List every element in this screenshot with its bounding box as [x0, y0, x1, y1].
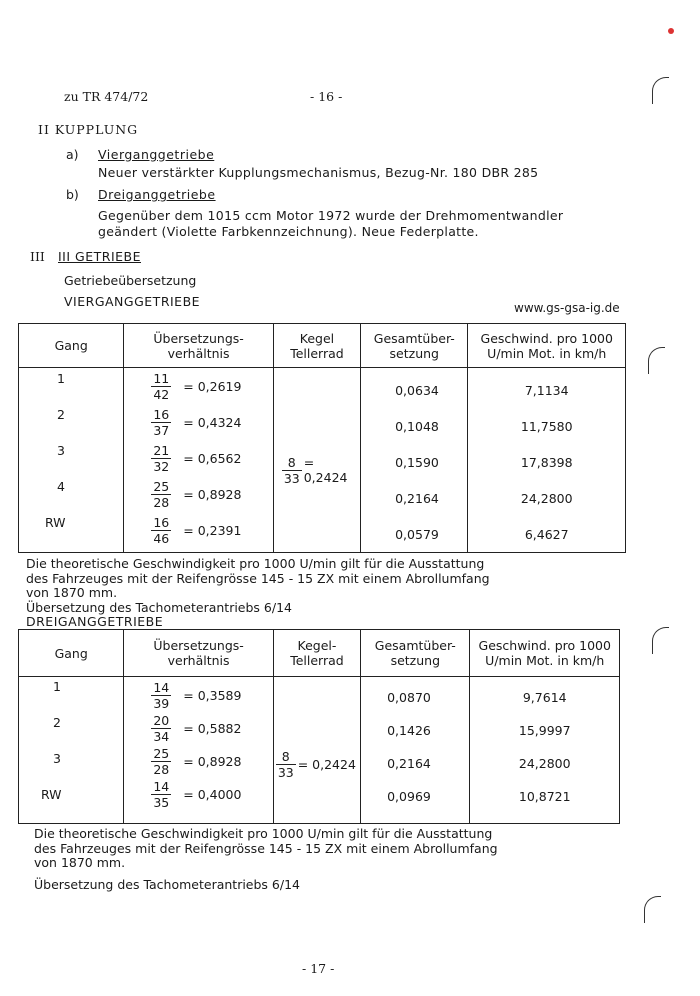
gesamt-column: [361, 368, 468, 553]
speed-cell: 24,2800: [518, 756, 571, 771]
document-reference: zu TR 474/72: [64, 89, 149, 104]
subheading-dreiganggetriebe: Dreiganggetriebe: [98, 187, 216, 202]
col-header-gesamt: Gesamtüber- setzung: [361, 630, 470, 677]
item-letter-a: a): [66, 147, 79, 162]
col-header-speed: Geschwind. pro 1000 U/min Mot. in km/h: [470, 630, 620, 677]
gang-cell: 3: [57, 443, 65, 458]
speed-cell: 6,4627: [524, 526, 569, 542]
ratio-cell: $\frac{25}{28}$ = 0,8928: [153, 746, 242, 777]
note-line: Übersetzung des Tachometerantriebs 6/14: [34, 877, 300, 892]
note-line: Übersetzung des Tachometerantriebs 6/14: [26, 600, 292, 615]
col-header-gesamt: Gesamtüber- setzung: [361, 324, 468, 368]
item-letter-b: b): [66, 187, 79, 202]
ratio-cell: $\frac{14}{35}$ = 0,4000: [153, 779, 242, 810]
gang-cell: 1: [53, 679, 61, 694]
col-header-speed: Geschwind. pro 1000 U/min Mot. in km/h: [468, 324, 626, 368]
gang-cell: 4: [57, 479, 65, 494]
section-heading-getriebe: III GETRIEBE: [58, 249, 141, 264]
gesamt-cell: 0,1048: [395, 418, 439, 434]
gesamt-cell: 0,1426: [387, 723, 431, 738]
col-header-ratio: Übersetzungs- verhältnis: [124, 324, 273, 368]
ratio-cell: $\frac{20}{34}$ = 0,5882: [153, 713, 242, 744]
speed-column: [468, 368, 626, 553]
gang-cell: 2: [53, 715, 61, 730]
gesamt-cell: 0,2164: [395, 490, 439, 506]
speed-cell: 11,7580: [520, 418, 573, 434]
ratio-cell: $\frac{16}{37}$ = 0,4324: [153, 406, 242, 438]
note-line: Die theoretische Geschwindigkeit pro 1000 U/min gilt für die Ausstattung: [26, 556, 485, 571]
subheading-getriebeuebersetzung: Getriebeübersetzung: [64, 273, 197, 288]
table2-title: DREIGANGGETRIEBE: [26, 614, 164, 629]
page-number-bottom: - 17 -: [302, 961, 335, 976]
gang-column: [19, 677, 124, 824]
gang-cell: 1: [57, 371, 65, 386]
col-header-gang: Gang: [19, 630, 124, 677]
gang-column: [19, 368, 124, 553]
speed-cell: 7,1134: [524, 382, 569, 398]
ratio-cell: $\frac{21}{32}$ = 0,6562: [153, 442, 242, 474]
kegel-cell: $\frac{8}{33}$ = 0,2424: [273, 368, 360, 553]
note-line: Die theoretische Geschwindigkeit pro 1000 U/min gilt für die Ausstattung: [34, 826, 493, 841]
ratio-column: [124, 368, 273, 553]
ratio-cell: $\frac{11}{42}$ = 0,2619: [153, 370, 242, 402]
subheading-vierganggetriebe: Vierganggetriebe: [98, 147, 215, 162]
speed-cell: 15,9997: [518, 723, 571, 738]
speed-column: [470, 677, 620, 824]
note-line: des Fahrzeuges mit der Reifengrösse 145 - 15 ZX mit einem Abrollumfang: [26, 571, 490, 586]
gesamt-cell: 0,0579: [395, 526, 439, 542]
gesamt-cell: 0,1590: [395, 454, 439, 470]
table1-title: VIERGANGGETRIEBE: [64, 294, 201, 309]
ratio-cell: $\frac{14}{39}$ = 0,3589: [153, 680, 242, 711]
gesamt-cell: 0,2164: [387, 756, 431, 771]
kupplung-text-b2: geändert (Violette Farbkennzeichnung). Neue Federplatte.: [98, 224, 479, 239]
page-number-top: - 16 -: [310, 89, 343, 104]
section-heading-kupplung: II KUPPLUNG: [38, 122, 139, 137]
ratio-cell: $\frac{25}{28}$ = 0,8928: [153, 478, 242, 510]
note-line: des Fahrzeuges mit der Reifengrösse 145 - 15 ZX mit einem Abrollumfang: [34, 841, 498, 856]
note-line: von 1870 mm.: [34, 855, 126, 870]
speed-cell: 10,8721: [518, 789, 571, 804]
gesamt-column: [361, 677, 470, 824]
kupplung-text-a: Neuer verstärkter Kupplungsmechanismus, Bezug-Nr. 180 DBR 285: [98, 165, 539, 180]
speed-cell: 24,2800: [520, 490, 573, 506]
kupplung-text-b1: Gegenüber dem 1015 ccm Motor 1972 wurde der Drehmomentwandler: [98, 208, 564, 223]
website-watermark: www.gs-gsa-ig.de: [514, 301, 620, 315]
speed-cell: 9,7614: [522, 690, 567, 705]
gesamt-cell: 0,0634: [395, 382, 439, 398]
ratio-cell: $\frac{16}{46}$ = 0,2391: [153, 514, 242, 546]
gang-cell: 2: [57, 407, 65, 422]
punch-hole-mark: [644, 896, 661, 923]
note-line: von 1870 mm.: [26, 585, 118, 600]
col-header-ratio: Übersetzungs- verhältnis: [124, 630, 273, 677]
gesamt-cell: 0,0870: [387, 690, 431, 705]
ratio-column: [124, 677, 273, 824]
gang-cell: RW: [41, 787, 62, 802]
punch-hole-mark: [652, 77, 669, 104]
section-heading-getriebe-number: III: [30, 249, 45, 264]
gang-cell: 3: [53, 751, 61, 766]
red-dot-mark: [668, 28, 674, 34]
col-header-kegel: Kegel Tellerrad: [273, 324, 360, 368]
col-header-kegel: Kegel- Tellerrad: [273, 630, 360, 677]
gear-ratio-table-4speed: [18, 323, 626, 553]
punch-hole-mark: [648, 347, 665, 374]
punch-hole-mark: [652, 627, 669, 654]
kegel-cell: $\frac{8}{33}$ = 0,2424: [273, 677, 360, 824]
gang-cell: RW: [45, 515, 66, 530]
speed-cell: 17,8398: [520, 454, 573, 470]
gear-ratio-table-3speed: [18, 629, 620, 824]
gesamt-cell: 0,0969: [387, 789, 431, 804]
col-header-gang: Gang: [19, 324, 124, 368]
